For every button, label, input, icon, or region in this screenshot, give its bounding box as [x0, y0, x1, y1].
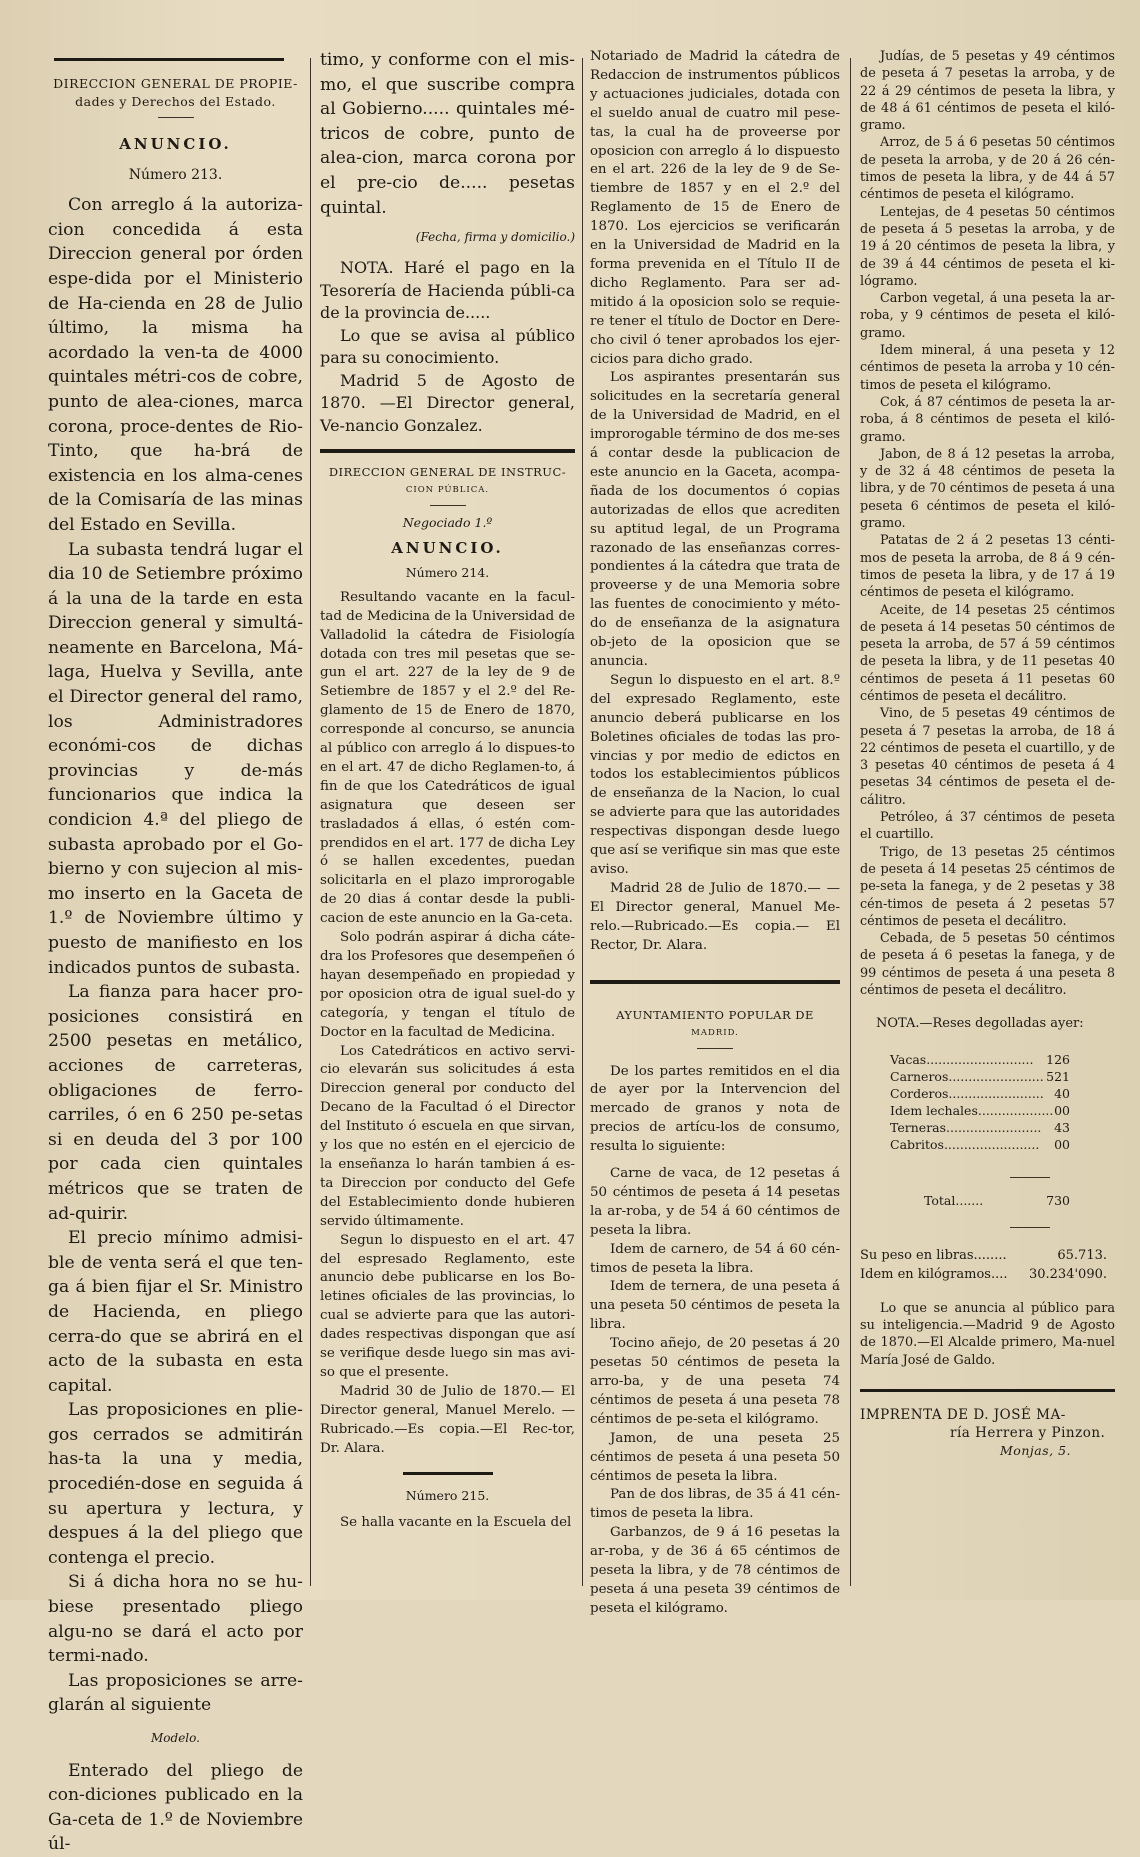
divider — [158, 117, 194, 118]
table-row: Vacas........................... 126 — [890, 1051, 1070, 1067]
anuncio-heading: ANUNCIO. — [119, 135, 232, 153]
price-item: Idem de carnero, de 54 á 60 cén-timos de peseta la libra. — [590, 1241, 840, 1276]
nota-title: NOTA.—Reses degolladas ayer: — [876, 1016, 1084, 1032]
column-1 — [48, 48, 303, 1855]
paragraph: timo, y conforme con el mis-mo, el que suscribe compra al Gobierno..... quintales mé-tricos de cobre, punto de alea-cion, marca corona por el pre-cio de..... pesetas quintal. — [320, 50, 575, 218]
paragraph: Notariado de Madrid la cátedra de Redaccion de instrumentos públicos y actuaciones judiciales, dotada con el sueldo anual de cuatro mil pese-tas, la cual ha de proveerse por oposicion con arreglo á lo dispuesto en el art. 226 de la ley de 9 de Se-tiembre de 1857 y en el 2.º del Reglamento de 15 de Enero de 1870. Los ejercicios se verificarán en la Universidad de Madrid en la forma prevenida en el Título II de dicho Reglamento. Para ser ad-mitido á la oposicion solo se requie-re tener el título de Doctor en Dere-cho civil ó tener aprobados los ejer-cicios para dicho grado. — [590, 49, 840, 367]
price-item: Aceite, de 14 pesetas 25 céntimos de peseta á 14 pesetas 50 céntimos de peseta la arroba, de 57 á 59 céntimos de peseta la libra, y de 11 pesetas 40 céntimos de peseta á 11 pesetas 60 céntimos de peseta el decálitro. — [860, 602, 1115, 704]
table-row: Idem lechales................... 00 — [890, 1102, 1070, 1118]
price-item: Patatas de 2 á 2 pesetas 13 cénti-mos de peseta la arroba, de 8 á 9 cén-timos de peseta la libra, y de 17 á 19 céntimos de peseta el kilógramo. — [860, 533, 1115, 601]
divider — [1010, 1227, 1050, 1228]
paragraph: De los partes remitidos en el dia de ayer por la Intervencion del mercado de granos y nota de precios de artícu-los de consumo, resulta lo siguiente: — [590, 1063, 840, 1155]
divider — [697, 1048, 733, 1049]
section-rule — [590, 980, 840, 984]
paragraph: Solo podrán aspirar á dicha cáte-dra los Profesores que desempeñen ó hayan desempeñado en propiedad y por oposicion otra de igual suel-do y categoría, y tengan el título de Doctor en la facultad de Medicina. — [320, 930, 575, 1040]
section-rule — [320, 449, 575, 453]
table-row: Carneros........................ 521 — [890, 1068, 1070, 1084]
table-row: Corderos........................ 40 — [890, 1085, 1070, 1101]
column-3 — [590, 48, 840, 1616]
announcement-number: Número 215. — [405, 1488, 490, 1504]
price-item: Idem mineral, á una peseta y 12 céntimos de peseta la arroba y 10 cén-timos de peseta el kilógramo. — [860, 343, 1115, 393]
price-item: Carne de vaca, de 12 pesetas á 50 céntimos de peseta á 14 pesetas la ar-roba, y de 54 á 60 céntimos de peseta la libra. — [590, 1166, 840, 1238]
section-heading: DIRECCION GENERAL DE PROPIE- dades y Derechos del Estado. — [53, 76, 298, 109]
paragraph: Resultando vacante en la facul-tad de Medicina de la Universidad de Valladolid la cátedra de Fisiología dotada con tres mil pesetas que se-gun el art. 227 de la ley de 9 de Setiembre de 1857 y el 2.º del Re-glamento de 15 de Enero de 1870, corresponde al concurso, se anuncia al público con arreglo á lo dispues-to en el art. 47 de dicho Reglamen-to, á fin de que los Catedráticos de igual asignatura que deseen ser trasladados á ellas, ó estén com-prendidos en el art. 177 de dicha Ley ó se hallen excedentes, puedan solicitarla en el plazo improrogable de 20 dias á contar desde la publi-cacion de este anuncio en la Ga-ceta. — [320, 589, 575, 927]
price-item: Vino, de 5 pesetas 49 céntimos de peseta á 7 pesetas la arroba, de 18 á 22 céntimos de peseta el cuartillo, y de 3 pesetas 40 céntimos de peseta á 4 pesetas 34 céntimos de peseta el de-cálitro. — [860, 706, 1115, 808]
column-divider — [582, 58, 583, 1586]
paragraph: Lo que se anuncia al público para su inteligencia.—Madrid 9 de Agosto de 1870.—El Alcalde primero, Ma-nuel María José de Galdo. — [860, 1300, 1115, 1368]
anuncio-heading: ANUNCIO. — [391, 538, 504, 557]
section-heading: DIRECCION GENERAL DE INSTRUC- CION PÚBLICA. — [328, 465, 567, 496]
price-item: Tocino añejo, de 20 pesetas á 20 pesetas 50 céntimos de peseta la arro-ba, y de una peseta 74 céntimos de peseta á una peseta 78 céntimos de pe-seta el kilógramo. — [590, 1336, 840, 1427]
slaughter-table — [860, 1051, 1115, 1153]
column-2 — [320, 48, 575, 1580]
paragraph: Se halla vacante en la Escuela del — [340, 1515, 572, 1531]
price-item: Garbanzos, de 9 á 16 pesetas la ar-roba, y de 36 á 65 céntimos de peseta la libra, y de 78 céntimos de peseta á una peseta 39 céntimos de peseta el kilógramo. — [590, 1525, 840, 1616]
price-item: Jamon, de una peseta 25 céntimos de peseta á una peseta 50 céntimos de peseta la libra. — [590, 1430, 840, 1484]
paragraph: Madrid 5 de Agosto de 1870. —El Director general, Ve-nancio Gonzalez. — [320, 370, 575, 435]
price-item: Carbon vegetal, á una peseta la ar-roba, y 9 céntimos de peseta el kiló-gramo. — [860, 291, 1115, 341]
paragraph: Madrid 28 de Julio de 1870.— —El Director general, Manuel Me-relo.—Rubricado.—Es copia.— El Rector, Dr. Alara. — [590, 880, 840, 953]
column-divider — [850, 58, 851, 1586]
divider — [1010, 1177, 1050, 1178]
price-item: Arroz, de 5 á 6 pesetas 50 céntimos de peseta la arroba, y de 20 á 26 cén-timos de peseta la libra, y de 44 á 57 céntimos de peseta el kilógramo. — [860, 135, 1115, 203]
price-item: Pan de dos libras, de 35 á 41 cén-timos de peseta la libra. — [590, 1487, 840, 1522]
weight-row: Idem en kilógramos.... 30.234'090. — [860, 1266, 1107, 1282]
paragraph: La fianza para hacer pro-posiciones consistirá en 2500 pesetas en metálico, acciones de carreteras, obligaciones de ferro-carriles, ó en 6 250 pe-setas si en deuda del 3 por 100 por cada cien quintales métricos que se traten de ad-quirir. — [48, 982, 303, 1224]
modelo-label: Modelo. — [151, 1731, 200, 1745]
paragraph: Lo que se avisa al público para su conocimiento. — [320, 325, 575, 368]
paragraph: Las proposiciones se arre-glarán al siguiente — [48, 1670, 303, 1716]
signature-note: (Fecha, firma y domicilio.) — [415, 230, 575, 245]
column-4 — [860, 48, 1115, 1580]
column-divider — [310, 58, 311, 1586]
paragraph: Los Catedráticos en activo servi-cio elevarán sus solicitudes á esta Direccion general por conducto del Decano de la Facultad ó el Director del Instituto ó escuela en que sirvan, y los que no estén en el ejercicio de la enseñanza lo harán tambien á es-ta Direccion por conducto del Gefe del Establecimiento donde hubieren servido últimamente. — [320, 1043, 575, 1229]
total-row: Total....... 730 — [924, 1192, 1070, 1208]
paragraph: Madrid 30 de Julio de 1870.— El Director general, Manuel Merelo. —Rubricado.—Es copia.—El Rec-tor, Dr. Alara. — [320, 1383, 575, 1456]
paragraph: El precio mínimo admisi-ble de venta será el que ten-ga á bien fijar el Sr. Ministro de Hacienda, en pliego cerra-do que se abrirá en el acto de la subasta en esta capital. — [48, 1228, 303, 1396]
section-heading: AYUNTAMIENTO POPULAR DE MADRID. — [616, 1007, 814, 1038]
table-row: Cabritos........................ 00 — [890, 1136, 1070, 1152]
announcement-number: Número 213. — [128, 166, 223, 183]
price-item: Jabon, de 8 á 12 pesetas la arroba, y de 32 á 48 céntimos de peseta la libra, y de 70 céntimos de peseta á una peseta 6 céntimos de peseta el kiló-gramo. — [860, 446, 1115, 532]
announcement-number: Número 214. — [405, 564, 490, 580]
price-item: Petróleo, á 37 céntimos de peseta el cuartillo. — [860, 810, 1115, 843]
price-item: Lentejas, de 4 pesetas 50 céntimos de peseta á 5 pesetas la arroba, y de 19 á 20 céntimos de peseta la libra, y de 39 á 44 céntimos de peseta el ki-lógramo. — [860, 204, 1115, 289]
paragraph: NOTA. Haré el pago en la Tesorería de Hacienda públi-ca de la provincia de..... — [320, 258, 575, 323]
divider — [430, 505, 466, 506]
paragraph: Con arreglo á la autoriza-cion concedida á esta Direccion general por órden espe-dida por el Ministerio de Ha-cienda en 28 de Julio último, la misma ha acordado la ven-ta de 4000 quintales métri-cos de cobre, punto de alea-ciones, marca corona, proce-dentes de Rio-Tinto, que ha-brá de existencia en los alma-cenes de la Comisaría de las minas del Estado en Sevilla. — [48, 195, 303, 535]
section-rule — [860, 1389, 1115, 1392]
weight-row: Su peso en libras........ 65.713. — [860, 1247, 1107, 1263]
section-rule — [403, 1472, 493, 1475]
paragraph: Segun lo dispuesto en el art. 47 del espresado Reglamento, este anuncio debe publicarse en los Bo-letines oficiales de las provincias, lo cual se advierte para que las autori-dades respectivas dispongan que así se verifique desde luego sin mas avi-so que el presente. — [320, 1232, 575, 1380]
price-item: Cebada, de 5 pesetas 50 céntimos de peseta á 6 pesetas la fanega, y de 99 céntimos de peseta á una peseta 8 céntimos de peseta el decálitro. — [860, 931, 1115, 999]
paragraph: Enterado del pliego de con-diciones publicado en la Ga-ceta de 1.º de Noviembre úl- — [48, 1760, 303, 1855]
paragraph: Las proposiciones en plie-gos cerrados se admitirán has-ta la una y media, procedién-dose en seguida á su apertura y lectura, y despues á la del pliego que contenga el precio. — [48, 1400, 303, 1568]
table-row: Terneras........................ 43 — [890, 1119, 1070, 1135]
price-item: Judías, de 5 pesetas y 49 céntimos de peseta á 7 pesetas la arroba, y de 22 á 29 céntimos de peseta la libra, y de 48 á 61 céntimos de peseta el kiló-gramo. — [860, 49, 1115, 134]
paragraph: Si á dicha hora no se hu-biese presentado pliego algu-no se dará el acto por termi-nado. — [48, 1572, 303, 1667]
price-item: Trigo, de 13 pesetas 25 céntimos de peseta á 14 pesetas 25 céntimos de pe-seta la fanega, y de 2 pesetas y 38 cén-timos de peseta á 2 pesetas 57 céntimos de peseta el decálitro. — [860, 844, 1115, 929]
price-item: Idem de ternera, de una peseta á una peseta 50 céntimos de peseta la libra. — [590, 1279, 840, 1333]
printer-imprint: IMPRENTA DE D. JOSÉ MA- ría Herrera y Pinzon. Monjas, 5. — [860, 1406, 1106, 1458]
price-item: Cok, á 87 céntimos de peseta la ar-roba, á 8 céntimos de peseta el kiló-gramo. — [860, 394, 1115, 445]
negociado-label: Negociado 1.º — [402, 515, 493, 531]
paragraph: Segun lo dispuesto en el art. 8.º del expresado Reglamento, este anuncio deberá publicarse en los Boletines oficiales de todas las pro-vincias y por medio de edictos en todos los establecimientos públicos de enseñanza de la Nacion, lo cual se advierte para que las autoridades respectivas dispongan desde luego que así se verifique sin mas que este aviso. — [590, 672, 840, 877]
paragraph: Los aspirantes presentarán sus solicitudes en la secretaría general de la Universidad de Madrid, en el improrogable término de dos me-ses á contar desde la publicacion de este anuncio en la Gaceta, acompa-ñada de los documentos ó copias autorizadas de ellos que acrediten su aptitud legal, de un Programa razonado de las enseñanzas corres-pondientes á la cátedra que trata de proveerse y de una Memoria sobre las fuentes de conocimiento y méto-do de enseñanza de la asignatura ob-jeto de la oposicion que se anuncia. — [590, 370, 840, 669]
paragraph: La subasta tendrá lugar el dia 10 de Setiembre próximo á la una de la tarde en esta Direccion general y simultá-neamente en Barcelona, Má-laga, Huelva y Sevilla, ante el Director general del ramo, los Administradores económi-cos de dichas provincias y de-más funcionarios que indica la condicion 4.ª del pliego de subasta aprobado por el Go-bierno y con sujecion al mis-mo inserto en la Gaceta de 1.º de Noviembre último y puesto de manifiesto en los indicados puntos de subasta. — [48, 539, 303, 978]
top-rule — [54, 58, 284, 61]
